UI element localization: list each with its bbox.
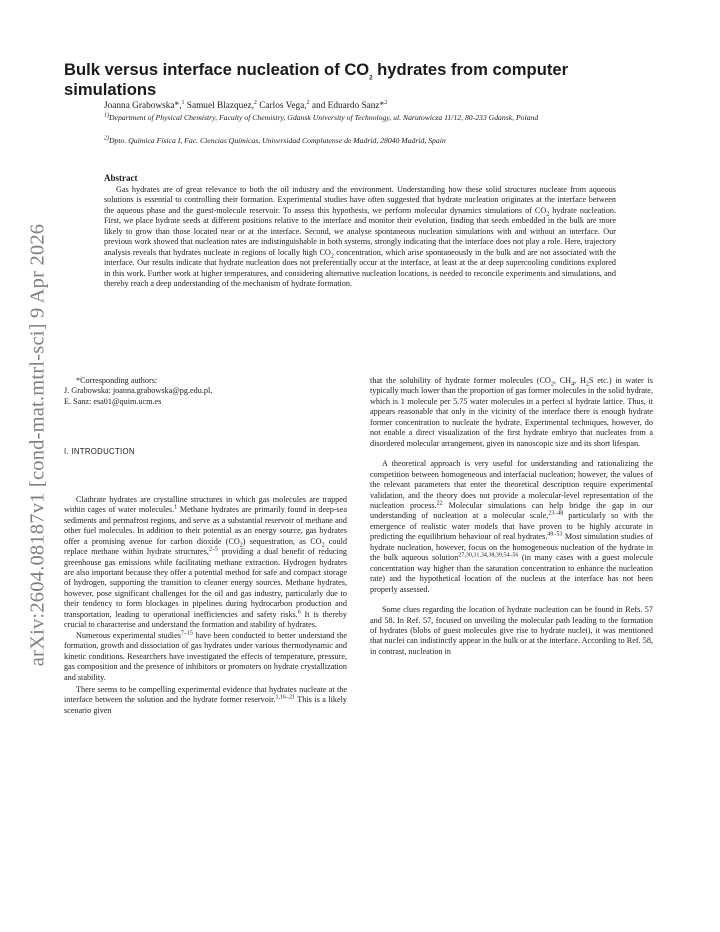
footnote-email-2: E. Sanz: esa01@quim.ucm.es (64, 396, 162, 406)
footnote-email-1: J. Grabowska: joanna.grabowska@pg.edu.pl, (64, 386, 213, 396)
author-list: Joanna Grabowska*,$^1$ Samuel Blazquez,$^2$ Carlos Vega,$^2$ and Eduardo Sanz*$^2$ (104, 99, 388, 111)
section-heading-introduction: I. INTRODUCTION (64, 447, 135, 457)
arxiv-identifier: arXiv:2604.08187v1 [cond-mat.mtrl-sci] 9 Apr 2026 (26, 223, 49, 667)
affiliation-2-text: Dpto. Química Física I, Fac. Ciencias Químicas, Universidad Complutense de Madrid, 28040 Madrid, Spain (109, 136, 446, 145)
intro-paragraph-2: Numerous experimental studies$^{7-15}$ have been conducted to better understand the formation, growth and dissociation of gas hydrates under various thermodynamic and kinetic conditions. Researchers have investigated the effects of temperature, pressure, gas composition and the presence of inhibitors or promoters on hydrate crystallization and stability. (64, 629, 347, 682)
paper-title: Bulk versus interface nucleation of $CO_2$ hydrates from computer simulations (64, 60, 569, 99)
abstract-body: Gas hydrates are of great relevance to both the oil industry and the environment. Understanding how these solid structures nucleate from aqueous solutions is essential to controlling their formation. Experimental studies have often suggested that hydrate nucleation originates at the interface between the aqueous phase and the guest-molecule reservoir. To assess this hypothesis, we perform molecular dynamics simulations of $CO_2$ hydrate nucleation. First, we place hydrate seeds at different positions relative to the interface and monitor their evolution, finding that seeds embedded in the bulk are more likely to grow than those located near or at the interface. Second, we analyse spontaneous nucleation simulations with and without an interface. Our previous work showed that nucleation rates are indistinguishable in both systems, strongly indicating that the interface does not play a role. Here, trajectory analysis reveals that hydrates nucleate in regions of locally high $CO_2$ concentration, which arise spontaneously in the bulk and are not associated with the interface. Our results indicate that hydrate nucleation does not preferentially occur at the interface, at least at the at deep supercooling conditions explored in this work. Further work at higher temperatures, and considering alternative nucleation locations, is needed to reconcile experiments and simulations, and thereby reach a deep understanding of the mechanism of hydrate formation. (104, 185, 616, 289)
affiliation-2-marker: 2) (104, 135, 109, 142)
corresponding-footnote (64, 376, 347, 407)
right-column (370, 376, 653, 657)
intro-paragraph-3: There seems to be compelling experimental evidence that hydrates nucleate at the interface between the solution and the hydrate former reservoir.$^{1,16-21}$ This is a likely scenario given (64, 684, 348, 715)
intro-paragraph-5: A theoretical approach is very useful for understanding and rationalizing the competition between homogeneous and interfacial nucleation; however, the values of the relevant parameters that enter the theoretical description require experimental validation, and the theory does not provide a molecular-level representation of the nucleation process.$^{22}$ Molecular simulations can help bridge the gap in our understanding of nucleation at a molecular scale,$^{23-48}$ particularly so with the emergence of realistic water models that have proven to be highly accurate in predicting the equilibrium behaviour of real hydrates.$^{49-53}$ Most simulation studies of hydrate nucleation, however, focus on the homogeneous nucleation of the hydrate in the bulk aqueous solution$^{27,30,31,34,38,39,54-56}$ (in many cases with a guest molecule concentration way higher than the saturation concentration to enhance the nucleation rate) and the hypothetical location of the nucleus at the interface has not been properly assessed. (370, 459, 654, 594)
affiliation-1-marker: 1) (104, 112, 109, 119)
affiliation-1 (104, 113, 624, 123)
footnote-label: *Corresponding authors: (76, 376, 158, 385)
abstract-heading: Abstract (104, 173, 138, 183)
arxiv-sidebar (18, 210, 58, 680)
affiliation-1-text: Department of Physical Chemistry, Faculty of Chemistry, Gdansk University of Technology, ul. Narutowicza 11/12, 80-233 Gdansk, Poland (109, 113, 539, 122)
intro-paragraph-1: Clathrate hydrates are crystalline structures in which gas molecules are trapped within cages of water molecules.$^1$ Methane hydrates are primarily found in deep-sea sediments and permafrost regions, and serve as a substantial reservoir of methane and other fuel molecules. In addition to their potential as an energy source, gas hydrates offer a promising avenue for carbon dioxide $(CO_2)$ sequestration, as $CO_2$ could replace methane within hydrate structures,$^{2-5}$ providing a dual benefit of reducing greenhouse gas emissions while facilitating methane extraction. Hydrogen hydrates are also important because they offer a potential method for safe and compact storage of hydrogen, supporting the transition to cleaner energy sources. Methane hydrates, however, pose significant challenges for the oil and gas industry, particularly due to their tendency to form blockages in pipelines during hydrocarbon production and transportation, leading to operational inefficiencies and safety risks.$^6$ It is thereby crucial to characterise and understand the formation and stability of hydrates. (64, 494, 348, 630)
left-column (64, 376, 347, 716)
affiliation-2 (104, 136, 624, 146)
intro-paragraph-4: that the solubility of hydrate former molecules ($CO_2$, $CH_4$, $H_2S$ etc.) in water is typically much lower than the proportion of gas former molecules in the solid hydrate, which is 1 molecule per 5.75 water molecules in a perfect sI hydrate lattice. Thus, it appears reasonable that only in the vicinity of the interface there is enough hydrate former concentration to nucleate the hydrate. Experimental techniques, however, do not enable a direct visualization of the first hydrate embryo that nucleates from a disordered molecular arrangement, given its nanoscopic size and its short lifespan. (370, 376, 653, 448)
intro-paragraph-6: Some clues regarding the location of hydrate nucleation can be found in Refs. 57 and 58. In Ref. 57, focused on unveiling the molecular path leading to the formation of hydrates (blobs of guest molecules give rise to hydrate nuclei), it was mentioned that nuclei can indistinctly appear in the bulk or at the interface. According to Ref. 58, in contrast, nucleation in (370, 605, 653, 656)
